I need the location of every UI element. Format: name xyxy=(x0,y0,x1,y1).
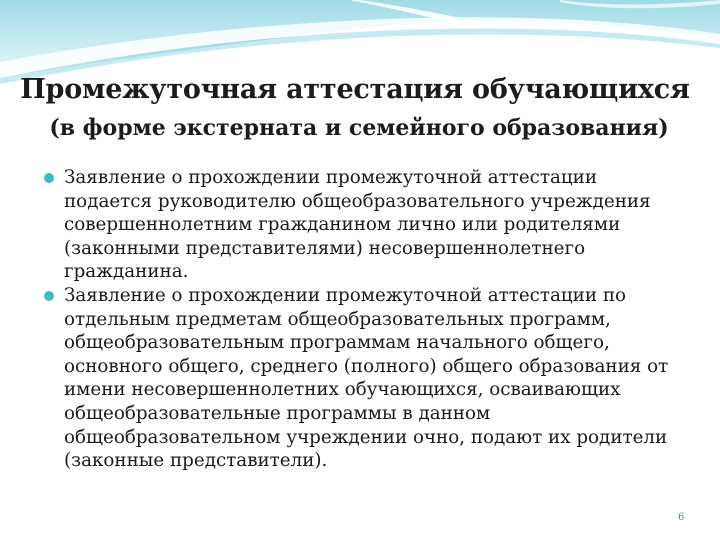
slide-title xyxy=(0,72,720,144)
bullet-dot-icon xyxy=(44,173,54,183)
bullet-dot-icon xyxy=(44,291,54,301)
bullet-list xyxy=(44,166,684,473)
title-main: Промежуточная аттестация обучающихся xyxy=(20,74,690,105)
bullet-item-2 xyxy=(44,284,684,473)
bullet-text-1: Заявление о прохождении промежуточной аттестации подается руководителю общеобразовательного учреждения совершеннолетним гражданином лично или родителями (законными представителями) несовершеннолетнего гражданина. xyxy=(64,167,651,283)
bullet-item-1 xyxy=(44,166,684,284)
bullet-text-2: Заявление о прохождении промежуточной аттестации по отдельным предметам общеобразовательных программ, общеобразовательным программам начального общего, основного общего, среднего (полного) общего образования от имени несовершеннолетних обучающихся, осваивающих общеобразовательные программы в данном общеобразовательном учреждении очно, подают их родители (законные представители). xyxy=(64,284,669,472)
title-subtitle: (в форме экстерната и семейного образования) xyxy=(49,115,669,141)
page-number: 6 xyxy=(678,512,685,523)
